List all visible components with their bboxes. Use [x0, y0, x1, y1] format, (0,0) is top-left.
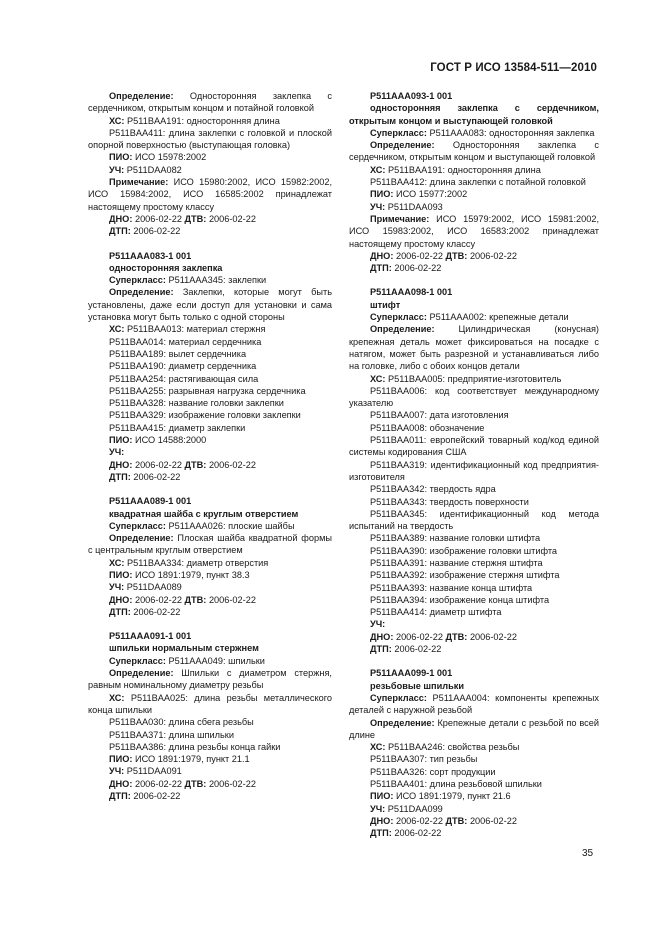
xs-item: P511BAA190: диаметр сердечника [109, 361, 257, 372]
definition-line: Определение: Односторонняя заклепка с сердечником, открытым концом и потайной головкой [88, 91, 332, 114]
dtp-line: ДТП: 2006-02-22 [370, 828, 442, 839]
superclass-line: Суперкласс: P511AAA002: крепежные детали [370, 312, 569, 323]
dates-line: ДНО: 2006-02-22 ДТВ: 2006-02-22 [109, 594, 256, 605]
xs-item: P511BAA329: изображение головки заклепки [109, 410, 301, 421]
pio-line: ПИО: ИСО 1891:1979, пункт 21.1 [109, 754, 250, 765]
entry-top-continuation [88, 90, 332, 238]
xs-item: P511BAA007: дата изготовления [370, 410, 509, 421]
pio-line: ПИО: ИСО 1891:1979, пункт 21.6 [370, 791, 511, 802]
note-line: Примечание: ИСО 15980:2002, ИСО 15982:2002, ИСО 15984:2002, ИСО 16585:2002 принадлежат настоящему простому классу [88, 177, 332, 212]
page-number: 35 [582, 848, 594, 859]
entry-code: P511AAA083-1 001 [109, 250, 192, 261]
xs-item: P511BAA386: длина резьбы конца гайки [109, 741, 281, 752]
dtp-line: ДТП: 2006-02-22 [370, 263, 442, 274]
entry-title: односторонняя заклепка [109, 262, 223, 273]
uch-line: УЧ: [109, 447, 125, 458]
entry-title: шпильки нормальным стержнем [109, 643, 259, 654]
definition-line: Определение: Шпильки с диаметром стержня, равным номинальному диаметру резьбы [88, 668, 332, 691]
definition-line: Определение: Цилиндрическая (конусная) крепежная деталь может фиксироваться на посадке с натягом, может быть разрезной и устанавливаться либо на головке, либо с обоих концов детали [349, 324, 599, 372]
uch-line: УЧ: [370, 619, 386, 630]
xs-item: P511BAA255: разрывная нагрузка сердечника [109, 385, 306, 396]
pio-line: ПИО: ИСО 15978:2002 [109, 152, 207, 163]
entry-title: квадратная шайба с круглым отверстием [109, 508, 299, 519]
entry-title: штифт [370, 299, 401, 310]
superclass-line: Суперкласс: P511AAA049: шпильки [109, 655, 265, 666]
xs-item: P511BAA393: название конца штифта [370, 582, 533, 593]
superclass-line: Суперкласс: P511AAA083: односторонняя заклепка [370, 127, 595, 138]
xs-item: P511BAA401: длина резьбовой шпильки [370, 779, 542, 790]
entry-code: P511AAA089-1 001 [109, 496, 192, 507]
xs-line: ХС: P511BAA191: односторонняя длина [370, 164, 541, 175]
uch-line: УЧ: P511DAA082 [109, 164, 182, 175]
entry-083 [88, 250, 332, 484]
uch-line: УЧ: P511DAA091 [109, 766, 182, 777]
xs-item: P511BAA008: обозначение [370, 422, 485, 433]
dtp-line: ДТП: 2006-02-22 [370, 644, 442, 655]
xs-item: P511BAA189: вылет сердечника [109, 348, 247, 359]
pio-line: ПИО: ИСО 15977:2002 [370, 189, 468, 200]
xs-line: ХС: P511BAA334: диаметр отверстия [109, 557, 269, 568]
definition-line: Определение: Заклепки, которые могут быть установлены, даже если доступ для установки и сама установка могут быть только с одной стороны [88, 287, 332, 323]
xs-item: P511BAA394: изображение конца штифта [370, 594, 550, 605]
note-line: Примечание: ИСО 15979:2002, ИСО 15981:2002, ИСО 15983:2002, ИСО 16583:2002 принадлежат настоящему простому классу [349, 213, 599, 249]
right-column [349, 90, 599, 852]
xs-line: ХС: P511BAA013: материал стержня [109, 324, 266, 335]
definition-line: Определение: Крепежные детали с резьбой по всей длине [349, 717, 599, 740]
xs-line: ХС: P511BAA191: односторонняя длина [109, 115, 280, 126]
xs-item: P511BAA391: название стержня штифта [370, 557, 543, 568]
xs-item: P511BAA345: идентификационный код метода испытаний на твердость [349, 508, 599, 532]
uch-line: УЧ: P511DAA099 [370, 803, 443, 814]
dtp-line: ДТП: 2006-02-22 [109, 226, 181, 237]
definition-line: Определение: Односторонняя заклепка с сердечником, открытым концом и выступающей головкой [349, 140, 599, 163]
entry-code: P511AAA093-1 001 [370, 91, 453, 101]
xs-item: P511BAA343: твердость поверхности [370, 496, 529, 507]
pio-line: ПИО: ИСО 14588:2000 [109, 435, 207, 446]
dates-line: ДНО: 2006-02-22 ДТВ: 2006-02-22 [109, 459, 256, 470]
xs-item: P511BAA412: длина заклепки с потайной головкой [370, 177, 586, 188]
xs-item: P511BAA415: диаметр заклепки [109, 422, 246, 433]
xs-item: P511BAA328: название головки заклепки [109, 398, 284, 409]
xs-item: P511BAA254: растягивающая сила [109, 373, 259, 384]
xs-item: P511BAA011: европейский товарный код/код единой системы кодирования США [349, 435, 599, 458]
entry-title: резьбовые шпильки [370, 680, 464, 691]
dtp-line: ДТП: 2006-02-22 [109, 471, 181, 482]
xs-line: ХС: P511BAA025: длина резьбы металлического конца шпильки [88, 692, 332, 715]
entry-code: P511AAA091-1 001 [109, 631, 192, 642]
xs-item: P511BAA326: сорт продукции [370, 766, 496, 777]
superclass-line: Суперкласс: P511AAA345: заклепки [109, 275, 267, 286]
entry-code: P511AAA098-1 001 [370, 287, 453, 298]
document-header: ГОСТ Р ИСО 13584-511—2010 [430, 62, 597, 74]
dates-line: ДНО: 2006-02-22 ДТВ: 2006-02-22 [370, 815, 517, 826]
dates-line: ДНО: 2006-02-22 ДТВ: 2006-02-22 [370, 250, 517, 261]
xs-item: P511BAA411: длина заклепки с головкой и плоской опорной поверхностью (выступающая головка) [88, 127, 332, 151]
xs-item: P511BAA392: изображение стержня штифта [370, 570, 560, 581]
entry-098 [349, 286, 599, 655]
entry-code: P511AAA099-1 001 [370, 668, 453, 679]
xs-item: P511BAA307: тип резьбы [370, 754, 478, 765]
entry-title: односторонняя заклепка с сердечником, открытым концом и выступающей головкой [349, 103, 599, 126]
superclass-line: Суперкласс: P511AAA026: плоские шайбы [109, 520, 295, 531]
xs-item: P511BAA319: идентификационный код предприятия-изготовителя [349, 459, 599, 482]
xs-item: P511BAA342: твердость ядра [370, 484, 496, 495]
entry-093 [349, 90, 599, 274]
xs-line: ХС: P511BAA005: предприятие-изготовитель [370, 373, 562, 384]
xs-item: P511BAA014: материал сердечника [109, 336, 262, 347]
xs-item: P511BAA389: название головки штифта [370, 533, 541, 544]
entry-089 [88, 495, 332, 618]
xs-item: P511BAA006: код соответствует международному указателю [349, 385, 599, 409]
uch-line: УЧ: P511DAA089 [109, 582, 182, 593]
definition-line: Определение: Плоская шайба квадратной формы с центральным круглым отверстием [88, 533, 333, 556]
xs-item: P511BAA390: изображение головки штифта [370, 545, 558, 556]
entry-099 [349, 667, 599, 839]
dtp-line: ДТП: 2006-02-22 [109, 606, 181, 617]
pio-line: ПИО: ИСО 1891:1979, пункт 38.3 [109, 569, 250, 580]
xs-item: P511BAA030: длина сбега резьбы [109, 717, 254, 728]
superclass-line: Суперкласс: P511AAA004: компоненты крепежных деталей с наружной резьбой [349, 692, 599, 716]
dates-line: ДНО: 2006-02-22 ДТВ: 2006-02-22 [370, 631, 517, 642]
dates-line: ДНО: 2006-02-22 ДТВ: 2006-02-22 [109, 213, 256, 224]
xs-line: ХС: P511BAA246: свойства резьбы [370, 742, 520, 753]
xs-item: P511BAA414: диаметр штифта [370, 607, 502, 618]
dtp-line: ДТП: 2006-02-22 [109, 791, 181, 802]
entry-091 [88, 630, 332, 802]
dates-line: ДНО: 2006-02-22 ДТВ: 2006-02-22 [109, 778, 256, 789]
xs-item: P511BAA371: длина шпильки [109, 729, 234, 740]
left-column [88, 90, 332, 814]
uch-line: УЧ: P511DAA093 [370, 201, 443, 212]
